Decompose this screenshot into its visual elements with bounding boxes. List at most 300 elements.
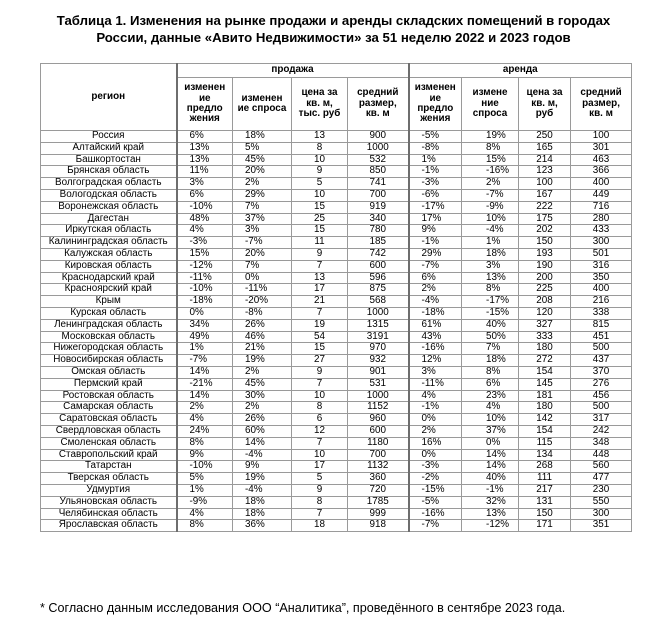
- cell-rent-supply-change: 61%: [409, 319, 462, 331]
- cell-sale-avg-size: 360: [348, 473, 409, 485]
- cell-rent-price: 154: [519, 366, 571, 378]
- cell-sale-supply-change: 2%: [177, 402, 233, 414]
- cell-rent-demand-change: -1%: [462, 484, 519, 496]
- header-sale-demand-change: изменен ие спроса: [233, 78, 292, 131]
- cell-sale-avg-size: 700: [348, 189, 409, 201]
- table-row: [41, 508, 632, 520]
- cell-sale-price: 13: [292, 272, 348, 284]
- cell-rent-price: 150: [519, 508, 571, 520]
- table-row: [41, 213, 632, 225]
- cell-rent-price: 202: [519, 225, 571, 237]
- cell-rent-avg-size: 370: [571, 366, 632, 378]
- cell-sale-demand-change: 60%: [233, 425, 292, 437]
- cell-region: Свердловская область: [41, 425, 177, 437]
- cell-sale-price: 8: [292, 496, 348, 508]
- cell-sale-demand-change: 29%: [233, 189, 292, 201]
- cell-sale-supply-change: 49%: [177, 331, 233, 343]
- cell-region: Татарстан: [41, 461, 177, 473]
- cell-sale-avg-size: 700: [348, 449, 409, 461]
- header-sale-group: продажа: [177, 64, 409, 78]
- cell-sale-supply-change: 8%: [177, 437, 233, 449]
- table-row: [41, 496, 632, 508]
- table-row: [41, 307, 632, 319]
- cell-rent-demand-change: 7%: [462, 343, 519, 355]
- header-region: регион: [41, 64, 177, 131]
- cell-rent-price: 214: [519, 154, 571, 166]
- cell-sale-demand-change: 19%: [233, 473, 292, 485]
- cell-rent-supply-change: -18%: [409, 307, 462, 319]
- cell-sale-price: 13: [292, 131, 348, 143]
- cell-sale-avg-size: 3191: [348, 331, 409, 343]
- group-header-row: [41, 64, 632, 78]
- cell-sale-supply-change: -9%: [177, 496, 233, 508]
- cell-sale-price: 18: [292, 520, 348, 532]
- cell-rent-supply-change: -8%: [409, 142, 462, 154]
- cell-sale-supply-change: 3%: [177, 178, 233, 190]
- table-row: [41, 484, 632, 496]
- cell-sale-price: 15: [292, 201, 348, 213]
- cell-rent-supply-change: -7%: [409, 520, 462, 532]
- cell-rent-price: 225: [519, 284, 571, 296]
- cell-region: Пермский край: [41, 378, 177, 390]
- cell-region: Челябинская область: [41, 508, 177, 520]
- table-row: [41, 378, 632, 390]
- cell-sale-demand-change: -11%: [233, 284, 292, 296]
- cell-rent-avg-size: 276: [571, 378, 632, 390]
- cell-rent-demand-change: 8%: [462, 142, 519, 154]
- cell-sale-supply-change: 14%: [177, 390, 233, 402]
- cell-rent-demand-change: -16%: [462, 166, 519, 178]
- cell-sale-avg-size: 1000: [348, 390, 409, 402]
- cell-rent-supply-change: 6%: [409, 272, 462, 284]
- cell-sale-demand-change: 18%: [233, 508, 292, 520]
- cell-rent-price: 327: [519, 319, 571, 331]
- cell-rent-supply-change: -4%: [409, 296, 462, 308]
- cell-rent-avg-size: 280: [571, 213, 632, 225]
- cell-sale-supply-change: 11%: [177, 166, 233, 178]
- cell-sale-supply-change: -21%: [177, 378, 233, 390]
- table-row: [41, 461, 632, 473]
- table-row: [41, 449, 632, 461]
- table-row: [41, 166, 632, 178]
- table-row: [41, 366, 632, 378]
- cell-rent-demand-change: 40%: [462, 319, 519, 331]
- cell-rent-supply-change: 12%: [409, 355, 462, 367]
- cell-rent-price: 131: [519, 496, 571, 508]
- cell-rent-avg-size: 550: [571, 496, 632, 508]
- table-row: [41, 414, 632, 426]
- cell-sale-price: 10: [292, 390, 348, 402]
- cell-sale-price: 10: [292, 189, 348, 201]
- table-title: [0, 12, 667, 46]
- cell-sale-supply-change: -12%: [177, 260, 233, 272]
- cell-sale-price: 9: [292, 484, 348, 496]
- cell-sale-price: 7: [292, 508, 348, 520]
- cell-rent-avg-size: 316: [571, 260, 632, 272]
- cell-region: Вологодская область: [41, 189, 177, 201]
- cell-sale-demand-change: -8%: [233, 307, 292, 319]
- cell-rent-supply-change: 3%: [409, 366, 462, 378]
- cell-region: Ставропольский край: [41, 449, 177, 461]
- cell-rent-demand-change: 4%: [462, 402, 519, 414]
- cell-sale-price: 9: [292, 248, 348, 260]
- table-row: [41, 154, 632, 166]
- cell-rent-price: 167: [519, 189, 571, 201]
- cell-sale-demand-change: -4%: [233, 484, 292, 496]
- cell-rent-price: 222: [519, 201, 571, 213]
- table-row: [41, 260, 632, 272]
- cell-sale-demand-change: 36%: [233, 520, 292, 532]
- cell-region: Башкортостан: [41, 154, 177, 166]
- header-sale-supply-change: изменен ие предло жения: [177, 78, 233, 131]
- cell-sale-avg-size: 1132: [348, 461, 409, 473]
- cell-rent-demand-change: -9%: [462, 201, 519, 213]
- cell-rent-supply-change: -3%: [409, 178, 462, 190]
- cell-region: Иркутская область: [41, 225, 177, 237]
- cell-sale-avg-size: 960: [348, 414, 409, 426]
- cell-sale-demand-change: 2%: [233, 178, 292, 190]
- cell-rent-avg-size: 448: [571, 449, 632, 461]
- cell-sale-supply-change: 13%: [177, 154, 233, 166]
- cell-sale-demand-change: 2%: [233, 402, 292, 414]
- cell-rent-demand-change: 23%: [462, 390, 519, 402]
- cell-sale-avg-size: 901: [348, 366, 409, 378]
- cell-sale-avg-size: 600: [348, 425, 409, 437]
- cell-sale-supply-change: -10%: [177, 461, 233, 473]
- cell-rent-price: 175: [519, 213, 571, 225]
- cell-sale-avg-size: 185: [348, 237, 409, 249]
- cell-sale-supply-change: -11%: [177, 272, 233, 284]
- cell-rent-avg-size: 338: [571, 307, 632, 319]
- table-row: [41, 237, 632, 249]
- cell-sale-price: 19: [292, 319, 348, 331]
- cell-sale-demand-change: 0%: [233, 272, 292, 284]
- cell-sale-supply-change: 5%: [177, 473, 233, 485]
- cell-rent-demand-change: 15%: [462, 154, 519, 166]
- cell-rent-price: 115: [519, 437, 571, 449]
- cell-region: Кировская область: [41, 260, 177, 272]
- table-row: [41, 355, 632, 367]
- cell-rent-avg-size: 400: [571, 178, 632, 190]
- cell-rent-avg-size: 463: [571, 154, 632, 166]
- table-row: [41, 437, 632, 449]
- table-row: [41, 284, 632, 296]
- cell-region: Крым: [41, 296, 177, 308]
- table-body: [41, 131, 632, 532]
- table-row: [41, 473, 632, 485]
- cell-rent-price: 333: [519, 331, 571, 343]
- cell-sale-demand-change: 7%: [233, 260, 292, 272]
- table-row: [41, 189, 632, 201]
- cell-sale-supply-change: 48%: [177, 213, 233, 225]
- cell-rent-price: 120: [519, 307, 571, 319]
- cell-sale-price: 11: [292, 237, 348, 249]
- cell-rent-demand-change: -12%: [462, 520, 519, 532]
- cell-sale-demand-change: 5%: [233, 142, 292, 154]
- cell-rent-price: 193: [519, 248, 571, 260]
- cell-rent-avg-size: 350: [571, 272, 632, 284]
- cell-sale-avg-size: 532: [348, 154, 409, 166]
- cell-rent-price: 134: [519, 449, 571, 461]
- cell-rent-price: 272: [519, 355, 571, 367]
- cell-sale-price: 9: [292, 366, 348, 378]
- table-row: [41, 142, 632, 154]
- cell-region: Московская область: [41, 331, 177, 343]
- cell-rent-avg-size: 351: [571, 520, 632, 532]
- cell-rent-price: 217: [519, 484, 571, 496]
- cell-rent-supply-change: -16%: [409, 508, 462, 520]
- cell-sale-supply-change: 24%: [177, 425, 233, 437]
- cell-region: Удмуртия: [41, 484, 177, 496]
- cell-sale-avg-size: 568: [348, 296, 409, 308]
- cell-rent-supply-change: 17%: [409, 213, 462, 225]
- cell-sale-price: 12: [292, 425, 348, 437]
- cell-rent-supply-change: 2%: [409, 425, 462, 437]
- cell-rent-demand-change: 19%: [462, 131, 519, 143]
- cell-sale-avg-size: 1180: [348, 437, 409, 449]
- table-row: [41, 331, 632, 343]
- cell-rent-price: 154: [519, 425, 571, 437]
- cell-rent-price: 181: [519, 390, 571, 402]
- cell-sale-price: 10: [292, 154, 348, 166]
- cell-rent-avg-size: 300: [571, 237, 632, 249]
- table-row: [41, 178, 632, 190]
- cell-sale-price: 7: [292, 437, 348, 449]
- header-rent-supply-change: изменен ие предло жения: [409, 78, 462, 131]
- cell-rent-supply-change: -6%: [409, 189, 462, 201]
- cell-sale-demand-change: 19%: [233, 355, 292, 367]
- cell-sale-avg-size: 999: [348, 508, 409, 520]
- cell-sale-supply-change: -10%: [177, 284, 233, 296]
- cell-rent-demand-change: 32%: [462, 496, 519, 508]
- cell-sale-avg-size: 1000: [348, 142, 409, 154]
- header-rent-demand-change: измене ние спроса: [462, 78, 519, 131]
- cell-rent-avg-size: 456: [571, 390, 632, 402]
- cell-sale-avg-size: 1785: [348, 496, 409, 508]
- cell-rent-supply-change: -11%: [409, 378, 462, 390]
- table-row: [41, 131, 632, 143]
- cell-sale-avg-size: 1152: [348, 402, 409, 414]
- cell-rent-supply-change: 43%: [409, 331, 462, 343]
- cell-sale-demand-change: 18%: [233, 131, 292, 143]
- cell-sale-demand-change: -4%: [233, 449, 292, 461]
- cell-sale-avg-size: 932: [348, 355, 409, 367]
- cell-rent-supply-change: -17%: [409, 201, 462, 213]
- cell-sale-demand-change: 26%: [233, 319, 292, 331]
- title-line-1: Таблица 1. Изменения на рынке продажи и аренды складских помещений в городах: [56, 13, 611, 28]
- header-sale-price: цена за кв. м, тыс. руб: [292, 78, 348, 131]
- cell-sale-supply-change: 14%: [177, 366, 233, 378]
- cell-sale-demand-change: 45%: [233, 378, 292, 390]
- cell-rent-avg-size: 300: [571, 508, 632, 520]
- cell-region: Краснодарский край: [41, 272, 177, 284]
- cell-sale-demand-change: 7%: [233, 201, 292, 213]
- table-row: [41, 225, 632, 237]
- cell-rent-supply-change: 1%: [409, 154, 462, 166]
- cell-sale-price: 7: [292, 260, 348, 272]
- cell-sale-avg-size: 1315: [348, 319, 409, 331]
- cell-sale-demand-change: 20%: [233, 248, 292, 260]
- cell-sale-supply-change: -3%: [177, 237, 233, 249]
- cell-rent-avg-size: 437: [571, 355, 632, 367]
- cell-sale-avg-size: 919: [348, 201, 409, 213]
- cell-rent-avg-size: 716: [571, 201, 632, 213]
- cell-sale-supply-change: 1%: [177, 343, 233, 355]
- cell-region: Дагестан: [41, 213, 177, 225]
- cell-sale-supply-change: 4%: [177, 508, 233, 520]
- cell-region: Курская область: [41, 307, 177, 319]
- cell-sale-demand-change: 26%: [233, 414, 292, 426]
- cell-rent-avg-size: 216: [571, 296, 632, 308]
- cell-rent-supply-change: -1%: [409, 166, 462, 178]
- cell-rent-demand-change: 10%: [462, 414, 519, 426]
- cell-sale-demand-change: 21%: [233, 343, 292, 355]
- cell-sale-demand-change: 20%: [233, 166, 292, 178]
- cell-sale-price: 9: [292, 166, 348, 178]
- cell-sale-supply-change: 6%: [177, 131, 233, 143]
- table-row: [41, 201, 632, 213]
- table-row: [41, 296, 632, 308]
- cell-region: Алтайский край: [41, 142, 177, 154]
- cell-rent-avg-size: 815: [571, 319, 632, 331]
- cell-rent-supply-change: -5%: [409, 131, 462, 143]
- cell-sale-demand-change: 2%: [233, 366, 292, 378]
- cell-sale-avg-size: 596: [348, 272, 409, 284]
- title-line-2: России, данные «Авито Недвижимости» за 51 неделю 2022 и 2023 годов: [96, 30, 571, 45]
- cell-rent-supply-change: 0%: [409, 414, 462, 426]
- cell-sale-avg-size: 780: [348, 225, 409, 237]
- cell-rent-avg-size: 400: [571, 284, 632, 296]
- table-row: [41, 343, 632, 355]
- cell-rent-avg-size: 100: [571, 131, 632, 143]
- cell-rent-price: 190: [519, 260, 571, 272]
- cell-sale-demand-change: -20%: [233, 296, 292, 308]
- cell-rent-price: 208: [519, 296, 571, 308]
- table-row: [41, 272, 632, 284]
- cell-rent-price: 180: [519, 402, 571, 414]
- cell-sale-price: 17: [292, 284, 348, 296]
- cell-region: Самарская область: [41, 402, 177, 414]
- cell-sale-supply-change: 9%: [177, 449, 233, 461]
- cell-sale-price: 7: [292, 307, 348, 319]
- cell-region: Красноярский край: [41, 284, 177, 296]
- cell-rent-price: 171: [519, 520, 571, 532]
- cell-sale-price: 7: [292, 378, 348, 390]
- cell-rent-avg-size: 560: [571, 461, 632, 473]
- cell-sale-avg-size: 918: [348, 520, 409, 532]
- cell-rent-supply-change: 29%: [409, 248, 462, 260]
- cell-rent-demand-change: -15%: [462, 307, 519, 319]
- cell-sale-demand-change: 18%: [233, 496, 292, 508]
- cell-sale-price: 27: [292, 355, 348, 367]
- cell-sale-price: 5: [292, 473, 348, 485]
- cell-rent-demand-change: -4%: [462, 225, 519, 237]
- cell-rent-avg-size: 500: [571, 402, 632, 414]
- cell-rent-price: 150: [519, 237, 571, 249]
- cell-rent-supply-change: -16%: [409, 343, 462, 355]
- cell-rent-demand-change: 8%: [462, 366, 519, 378]
- header-sale-avg-size: средний размер, кв. м: [348, 78, 409, 131]
- cell-rent-supply-change: 4%: [409, 390, 462, 402]
- cell-region: Волгоградская область: [41, 178, 177, 190]
- cell-sale-demand-change: 37%: [233, 213, 292, 225]
- table-row: [41, 319, 632, 331]
- cell-rent-demand-change: 1%: [462, 237, 519, 249]
- cell-sale-demand-change: 30%: [233, 390, 292, 402]
- cell-rent-price: 268: [519, 461, 571, 473]
- header-rent-group: аренда: [409, 64, 632, 78]
- cell-rent-price: 123: [519, 166, 571, 178]
- cell-sale-avg-size: 900: [348, 131, 409, 143]
- cell-rent-supply-change: 9%: [409, 225, 462, 237]
- cell-rent-avg-size: 451: [571, 331, 632, 343]
- table-row: [41, 425, 632, 437]
- cell-rent-demand-change: 18%: [462, 355, 519, 367]
- cell-rent-price: 200: [519, 272, 571, 284]
- cell-rent-demand-change: 18%: [462, 248, 519, 260]
- cell-sale-price: 17: [292, 461, 348, 473]
- cell-region: Россия: [41, 131, 177, 143]
- cell-sale-price: 5: [292, 178, 348, 190]
- cell-rent-supply-change: -5%: [409, 496, 462, 508]
- cell-rent-demand-change: 3%: [462, 260, 519, 272]
- cell-sale-price: 8: [292, 142, 348, 154]
- cell-sale-supply-change: -18%: [177, 296, 233, 308]
- cell-region: Омская область: [41, 366, 177, 378]
- cell-rent-supply-change: -15%: [409, 484, 462, 496]
- cell-sale-supply-change: -7%: [177, 355, 233, 367]
- cell-rent-demand-change: 50%: [462, 331, 519, 343]
- table-row: [41, 248, 632, 260]
- cell-sale-price: 21: [292, 296, 348, 308]
- cell-sale-avg-size: 742: [348, 248, 409, 260]
- data-table: [40, 63, 632, 532]
- cell-rent-demand-change: -7%: [462, 189, 519, 201]
- cell-region: Тверская область: [41, 473, 177, 485]
- cell-sale-supply-change: 1%: [177, 484, 233, 496]
- cell-sale-supply-change: 15%: [177, 248, 233, 260]
- cell-sale-avg-size: 1000: [348, 307, 409, 319]
- header-rent-price: цена за кв. м, руб: [519, 78, 571, 131]
- cell-rent-avg-size: 348: [571, 437, 632, 449]
- cell-rent-supply-change: -1%: [409, 402, 462, 414]
- cell-sale-avg-size: 741: [348, 178, 409, 190]
- cell-rent-avg-size: 500: [571, 343, 632, 355]
- cell-rent-price: 100: [519, 178, 571, 190]
- cell-rent-supply-change: -7%: [409, 260, 462, 272]
- cell-sale-demand-change: 46%: [233, 331, 292, 343]
- cell-region: Саратовская область: [41, 414, 177, 426]
- cell-rent-avg-size: 317: [571, 414, 632, 426]
- cell-sale-avg-size: 340: [348, 213, 409, 225]
- cell-sale-price: 54: [292, 331, 348, 343]
- cell-rent-demand-change: 40%: [462, 473, 519, 485]
- cell-rent-supply-change: 2%: [409, 284, 462, 296]
- cell-rent-price: 180: [519, 343, 571, 355]
- cell-region: Нижегородская область: [41, 343, 177, 355]
- cell-rent-avg-size: 433: [571, 225, 632, 237]
- cell-sale-avg-size: 850: [348, 166, 409, 178]
- cell-sale-demand-change: -7%: [233, 237, 292, 249]
- cell-sale-supply-change: -10%: [177, 201, 233, 213]
- cell-sale-price: 25: [292, 213, 348, 225]
- cell-sale-price: 10: [292, 449, 348, 461]
- cell-region: Ульяновская область: [41, 496, 177, 508]
- cell-sale-avg-size: 720: [348, 484, 409, 496]
- cell-rent-avg-size: 366: [571, 166, 632, 178]
- cell-region: Брянская область: [41, 166, 177, 178]
- cell-rent-price: 142: [519, 414, 571, 426]
